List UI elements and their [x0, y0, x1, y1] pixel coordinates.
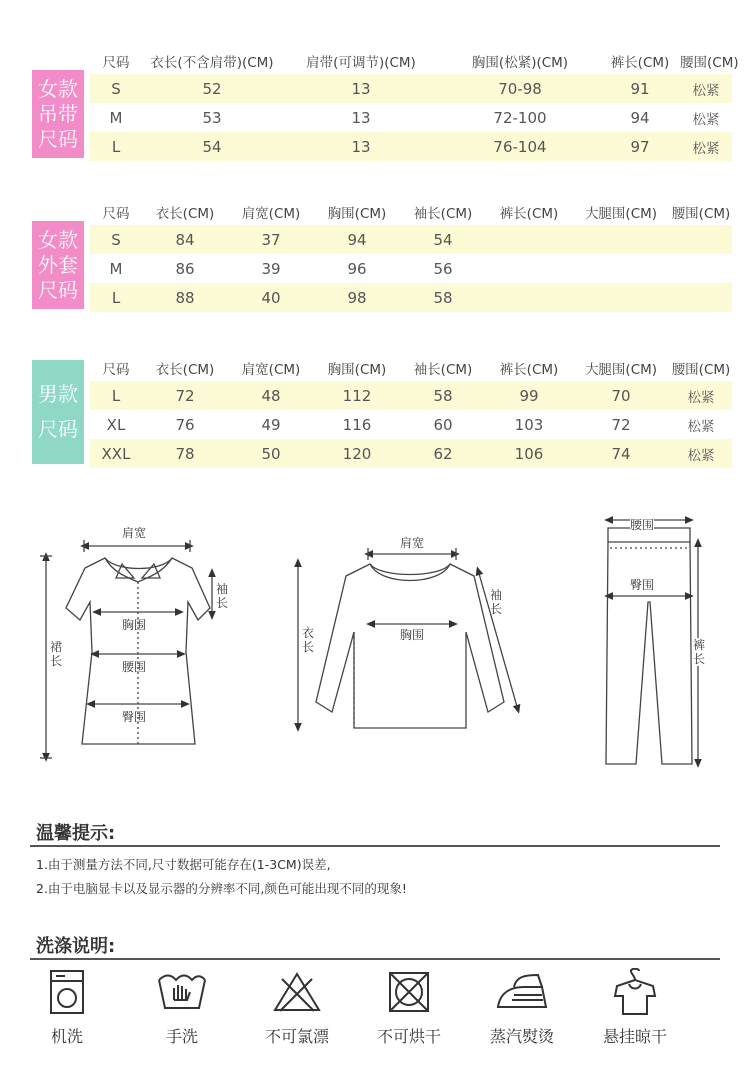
header-cell: 尺码	[102, 55, 130, 71]
table-cell: 94	[630, 108, 650, 127]
no-bleach-icon	[252, 966, 342, 1018]
header-cell: 腰围(CM)	[680, 55, 739, 71]
care-item-hang-dry	[590, 966, 680, 1047]
tip-item: 2.由于电脑显卡以及显示器的分辨率不同,颜色可能出现不同的现象!	[36, 881, 407, 896]
header-cell: 胸围(CM)	[327, 362, 387, 378]
table-row	[90, 254, 732, 283]
table-cell: 88	[142, 283, 228, 312]
table-cell: 120	[314, 439, 400, 468]
table-cell: M	[109, 259, 123, 278]
header-cell: 衣长(CM)	[155, 362, 215, 378]
table-row	[90, 283, 732, 312]
header-cell: 胸围(松紧)(CM)	[471, 55, 569, 71]
table-cell	[486, 225, 572, 254]
size-table	[90, 48, 739, 161]
table-cell: 86	[175, 259, 195, 278]
header-cell: 腰围(CM)	[671, 362, 731, 378]
care-item-no-bleach	[252, 966, 342, 1047]
table-cell: 37	[228, 225, 314, 254]
label-hip: 臀围	[630, 578, 655, 592]
table-cell: 98	[314, 283, 400, 312]
table-row	[90, 132, 732, 161]
header-cell: 尺码	[102, 206, 130, 222]
table-cell: XXL	[90, 439, 142, 468]
table-cell	[572, 254, 670, 283]
table-cell: 91	[600, 74, 680, 103]
category-tag: 男款 尺码	[32, 360, 84, 464]
pants-measure-diagram	[590, 512, 710, 766]
table-cell: 76-104	[440, 132, 600, 161]
table-cell	[572, 225, 670, 254]
top-measure-diagram	[284, 512, 544, 766]
table-row	[90, 103, 732, 132]
size-table	[90, 199, 732, 312]
header-cell: 袖长(CM)	[413, 206, 473, 222]
size-table	[90, 355, 732, 468]
hang-dry-icon	[590, 966, 680, 1018]
header-cell: 裤长(CM)	[610, 55, 670, 71]
table-cell: 99	[486, 381, 572, 410]
table-cell: 56	[433, 259, 453, 278]
table-cell: 72-100	[493, 108, 547, 127]
table-cell: 70-98	[440, 74, 600, 103]
header-cell: 衣长(CM)	[155, 206, 215, 222]
table-cell: 40	[228, 283, 314, 312]
header-cell: 胸围(CM)	[327, 206, 387, 222]
table-cell: 106	[486, 439, 572, 468]
table-cell: 松紧	[670, 381, 732, 410]
table-cell: 58	[400, 381, 486, 410]
table-cell: 72	[142, 381, 228, 410]
table-cell: S	[90, 225, 142, 254]
table-cell: 松紧	[670, 439, 732, 468]
table-row	[90, 410, 732, 439]
care-label: 不可烘干	[376, 1027, 441, 1046]
table-row	[90, 439, 732, 468]
dress-measure-diagram	[30, 512, 240, 766]
table-cell: 39	[261, 259, 281, 278]
care-label: 蒸汽熨烫	[489, 1027, 554, 1046]
table-cell: 76	[175, 415, 195, 434]
table-header-row	[90, 48, 732, 74]
category-tag: 女款 吊带 尺码	[32, 70, 84, 158]
table-cell: 70	[572, 381, 670, 410]
no-tumble-dry-icon	[364, 966, 454, 1018]
table-cell: 松紧	[692, 111, 720, 128]
label-shoulder: 肩宽	[122, 526, 147, 540]
label-shoulder: 肩宽	[400, 536, 425, 550]
table-header-row	[90, 199, 732, 225]
table-cell: 94	[314, 225, 400, 254]
table-cell: 78	[142, 439, 228, 468]
table-cell: 53	[202, 108, 222, 127]
care-item-steam-iron	[477, 966, 567, 1047]
table-cell: 112	[314, 381, 400, 410]
table-row	[90, 381, 732, 410]
label-waist: 腰围	[122, 660, 147, 674]
table-cell: 116	[342, 415, 372, 434]
table-cell: M	[109, 108, 123, 127]
table-header-row	[90, 355, 732, 381]
table-cell: 松紧	[680, 74, 732, 103]
machine-wash-icon	[22, 966, 112, 1018]
header-cell: 腰围(CM)	[671, 206, 731, 222]
table-cell: 54	[142, 132, 282, 161]
care-item-hand-wash	[137, 966, 227, 1047]
header-cell: 裤长(CM)	[499, 206, 559, 222]
table-cell: 13	[351, 108, 371, 127]
header-cell: 衣长(不含肩带)(CM)	[150, 55, 274, 71]
tip-item: 1.由于测量方法不同,尺寸数据可能存在(1-3CM)误差,	[36, 857, 331, 872]
header-cell: 大腿围(CM)	[584, 362, 658, 378]
table-cell: L	[90, 132, 142, 161]
table-cell: 13	[282, 132, 440, 161]
label-length: 衣长	[302, 626, 315, 654]
table-row	[90, 225, 732, 254]
table-cell	[670, 254, 732, 283]
care-title: 洗涤说明:	[36, 936, 116, 957]
care-label: 机洗	[50, 1027, 83, 1046]
header-cell: 肩宽(CM)	[241, 362, 301, 378]
table-row	[90, 74, 732, 103]
label-bust: 胸围	[122, 618, 147, 632]
table-cell	[486, 283, 572, 312]
table-cell: 49	[261, 415, 281, 434]
divider	[30, 958, 720, 960]
table-cell: S	[90, 74, 142, 103]
table-cell	[670, 225, 732, 254]
steam-iron-icon	[477, 966, 567, 1018]
table-cell: 58	[400, 283, 486, 312]
table-cell: 84	[142, 225, 228, 254]
table-cell: 52	[142, 74, 282, 103]
hand-wash-icon	[137, 966, 227, 1018]
table-cell: 13	[282, 74, 440, 103]
table-cell	[572, 283, 670, 312]
header-cell: 大腿围(CM)	[584, 206, 658, 222]
category-tag: 女款 外套 尺码	[32, 221, 84, 309]
label-sleeve: 袖长	[490, 588, 503, 616]
table-cell	[670, 283, 732, 312]
header-cell: 肩宽(CM)	[241, 206, 301, 222]
table-cell: 54	[400, 225, 486, 254]
table-cell: 74	[572, 439, 670, 468]
label-length: 裤长	[693, 638, 706, 666]
header-cell: 裤长(CM)	[499, 362, 559, 378]
table-cell: 60	[433, 415, 453, 434]
care-label: 悬挂晾干	[602, 1027, 667, 1046]
label-sleeve: 袖长	[216, 582, 229, 610]
table-cell: 97	[600, 132, 680, 161]
table-cell	[486, 254, 572, 283]
table-cell: 松紧	[687, 418, 715, 435]
care-item-machine-wash	[22, 966, 112, 1047]
label-waist: 腰围	[630, 518, 655, 532]
table-cell: XL	[106, 415, 126, 434]
table-cell: L	[90, 283, 142, 312]
label-length: 裙长	[50, 640, 63, 668]
table-cell: 松紧	[680, 132, 732, 161]
table-cell: 103	[514, 415, 544, 434]
care-label: 手洗	[165, 1027, 198, 1046]
care-item-no-tumble-dry	[364, 966, 454, 1047]
header-cell: 肩带(可调节)(CM)	[306, 55, 416, 71]
table-cell: 48	[228, 381, 314, 410]
tips-title: 温馨提示:	[36, 823, 116, 844]
label-hip: 臀围	[122, 710, 147, 724]
table-cell: 62	[400, 439, 486, 468]
label-bust: 胸围	[400, 628, 425, 642]
table-cell: 50	[228, 439, 314, 468]
care-label: 不可氯漂	[264, 1027, 329, 1046]
header-cell: 袖长(CM)	[413, 362, 473, 378]
header-cell: 尺码	[102, 362, 130, 378]
table-cell: L	[90, 381, 142, 410]
table-cell: 72	[611, 415, 631, 434]
divider	[30, 845, 720, 847]
table-cell: 96	[347, 259, 367, 278]
